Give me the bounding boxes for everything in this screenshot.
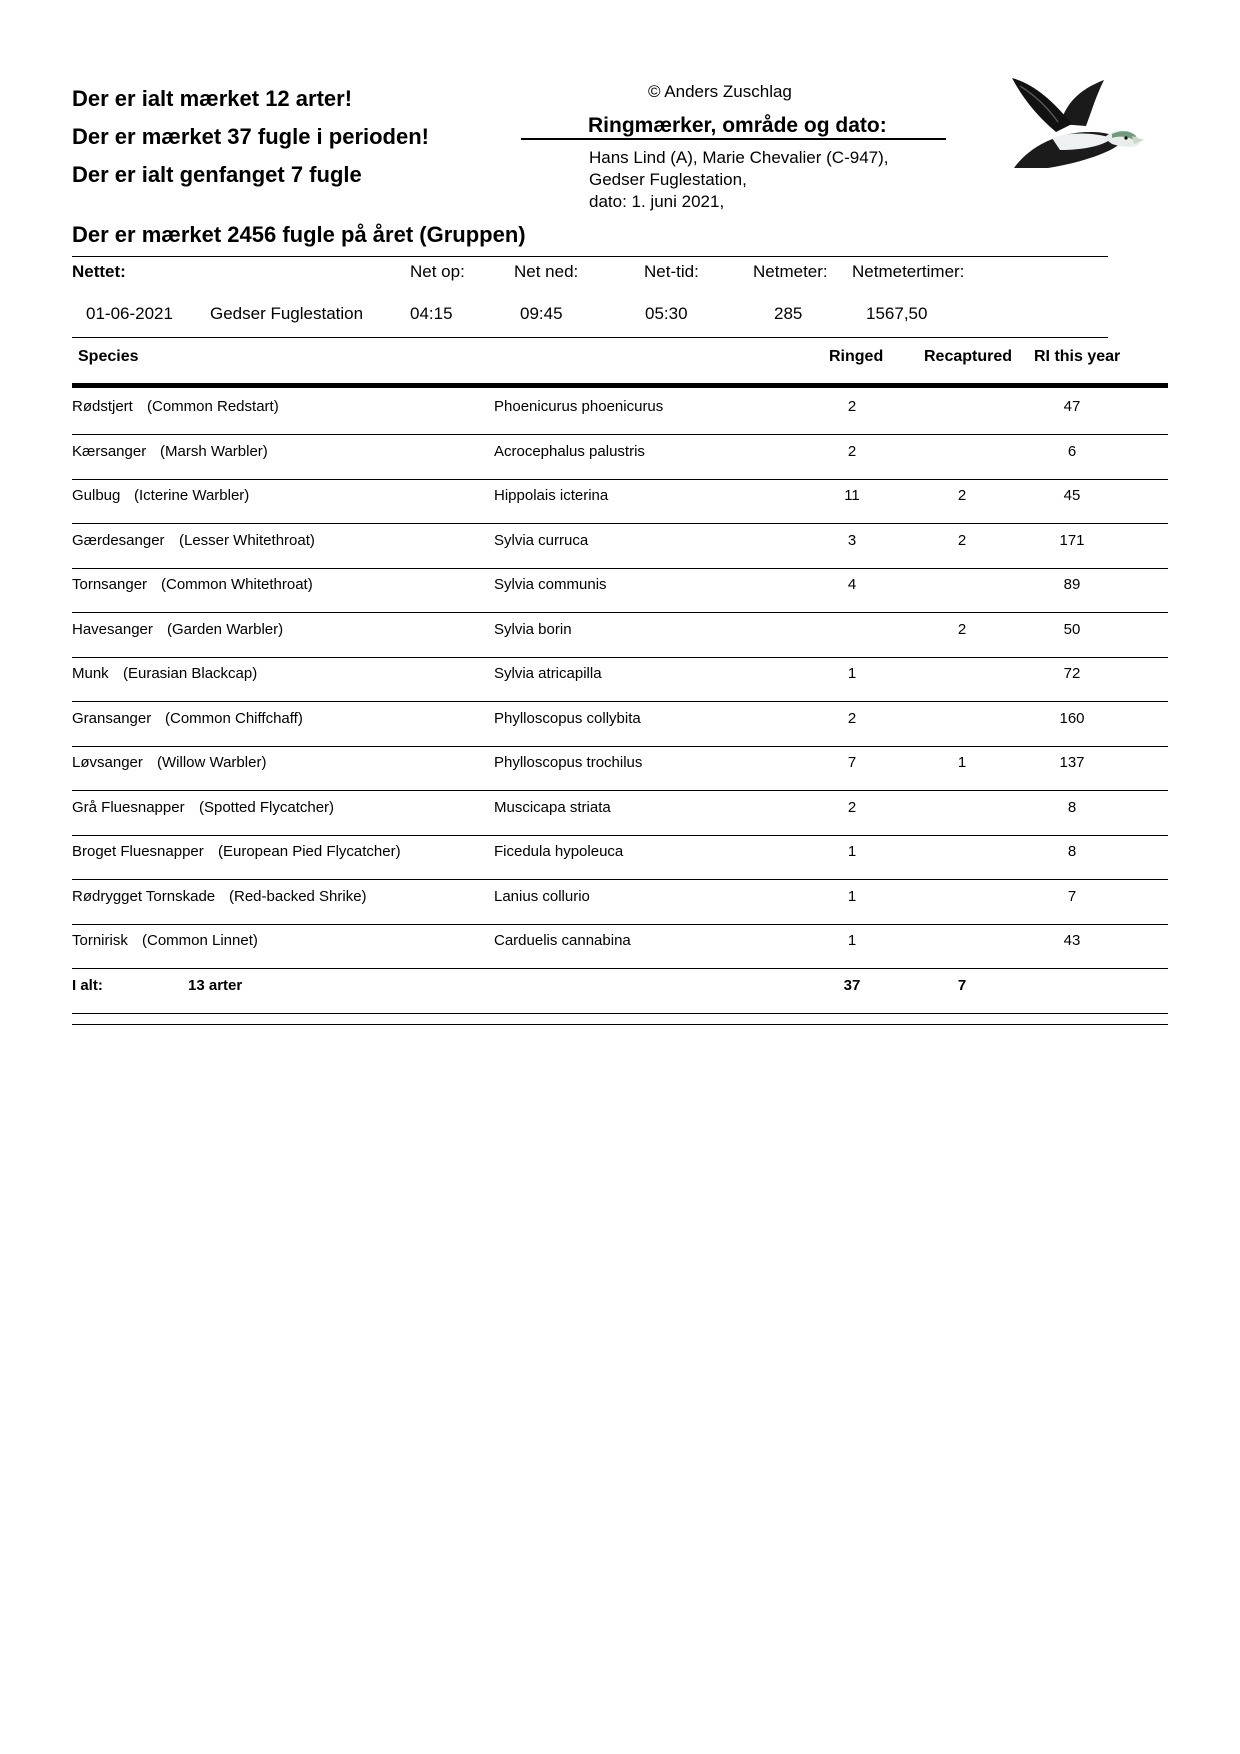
row-divider	[72, 657, 1168, 658]
net-up-header: Net op:	[410, 262, 465, 281]
total-ringed: 37	[843, 976, 861, 994]
ri-this-year-count: 8	[1067, 843, 1077, 860]
ringed-count: 1	[847, 932, 857, 949]
net-time-value: 05:30	[645, 304, 688, 323]
species-english-name: (European Pied Flycatcher)	[218, 843, 401, 860]
species-english-name: (Red-backed Shrike)	[229, 887, 367, 905]
species-latin-name: Phoenicurus phoenicurus	[494, 398, 664, 415]
row-divider	[72, 434, 1168, 435]
ri-this-year-count: 89	[1063, 576, 1081, 593]
species-danish-name: Rødstjert	[72, 398, 133, 415]
species-latin-name: Sylvia borin	[494, 620, 572, 638]
ringed-count: 7	[847, 754, 857, 771]
summary-birds-ringed: Der er mærket 37 fugle i perioden!	[72, 124, 429, 149]
ringed-count: 1	[847, 665, 857, 682]
net-hours-header: Netmetertimer:	[852, 262, 965, 281]
species-latin-name: Sylvia communis	[494, 576, 607, 593]
recaptured-count: 2	[957, 620, 967, 638]
ri-this-year-count: 43	[1063, 932, 1081, 949]
net-time-header: Net-tid:	[644, 262, 699, 281]
summary-year-total: Der er mærket 2456 fugle på året (Gruppen)	[72, 222, 526, 247]
ri-this-year-count: 160	[1059, 709, 1085, 727]
net-bottom-rule	[72, 337, 1108, 338]
row-divider	[72, 523, 1168, 524]
species-danish-name: Broget Fluesnapper	[72, 843, 204, 860]
ri-this-year-count: 72	[1063, 665, 1081, 682]
species-english-name: (Willow Warbler)	[157, 754, 267, 771]
net-top-rule	[72, 256, 1108, 257]
net-meters-header: Netmeter:	[753, 262, 828, 281]
total-rule-bottom	[72, 1024, 1168, 1025]
ringer-heading: Ringmærker, område og dato:	[588, 114, 887, 137]
ringer-heading-rule	[521, 138, 946, 140]
species-danish-name: Grå Fluesnapper	[72, 798, 185, 816]
ri-this-year-count: 45	[1063, 487, 1081, 504]
species-english-name: (Common Linnet)	[142, 932, 258, 949]
species-danish-name: Tornirisk	[72, 932, 128, 949]
species-latin-name: Acrocephalus palustris	[494, 442, 645, 460]
species-danish-name: Munk	[72, 665, 109, 682]
summary-species-count: Der er ialt mærket 12 arter!	[72, 86, 353, 111]
recaptured-column-header: Recaptured	[924, 348, 1013, 365]
species-danish-name: Gulbug	[72, 487, 121, 504]
row-divider	[72, 701, 1168, 702]
species-english-name: (Marsh Warbler)	[160, 442, 268, 460]
row-divider	[72, 568, 1168, 569]
net-down-header: Net ned:	[514, 262, 579, 281]
row-divider	[72, 612, 1168, 613]
ri-this-year-count: 137	[1059, 754, 1085, 771]
row-divider	[72, 879, 1168, 880]
species-danish-name: Gærdesanger	[72, 531, 165, 549]
ringed-count: 2	[847, 709, 857, 727]
species-english-name: (Spotted Flycatcher)	[199, 798, 335, 816]
species-danish-name: Tornsanger	[72, 576, 148, 593]
ringed-column-header: Ringed	[829, 348, 884, 365]
net-hours-value: 1567,50	[866, 304, 928, 323]
row-divider	[72, 746, 1168, 747]
species-english-name: (Common Whitethroat)	[161, 576, 313, 593]
species-latin-name: Hippolais icterina	[494, 487, 609, 504]
net-label: Nettet:	[72, 262, 126, 281]
species-english-name: (Eurasian Blackcap)	[123, 665, 258, 682]
ringed-count: 4	[847, 576, 857, 593]
ringed-count: 2	[847, 398, 857, 415]
species-english-name: (Common Redstart)	[147, 398, 279, 415]
ri-this-year-count: 6	[1067, 442, 1077, 460]
ri-this-year-count: 171	[1059, 531, 1085, 549]
species-latin-name: Phylloscopus trochilus	[494, 754, 643, 771]
species-latin-name: Muscicapa striata	[494, 798, 611, 816]
net-date: 01-06-2021	[86, 304, 173, 323]
species-danish-name: Rødrygget Tornskade	[72, 887, 216, 905]
species-danish-name: Gransanger	[72, 709, 152, 727]
species-latin-name: Sylvia atricapilla	[494, 665, 602, 682]
recaptured-count: 1	[957, 754, 967, 771]
total-recaptured: 7	[957, 976, 967, 994]
ringed-count: 11	[844, 487, 860, 504]
species-english-name: (Icterine Warbler)	[134, 487, 250, 504]
net-up-value: 04:15	[410, 304, 453, 323]
species-english-name: (Garden Warbler)	[167, 620, 284, 638]
ringer-names: Hans Lind (A), Marie Chevalier (C-947),	[589, 148, 889, 167]
row-divider	[72, 790, 1168, 791]
ri-this-year-count: 47	[1063, 398, 1081, 415]
ri-this-year-count: 8	[1067, 798, 1077, 816]
species-latin-name: Sylvia curruca	[494, 531, 589, 549]
species-latin-name: Lanius collurio	[494, 887, 590, 905]
summary-recaptured: Der er ialt genfanget 7 fugle	[72, 162, 362, 187]
ringed-count: 1	[847, 887, 857, 905]
species-latin-name: Carduelis cannabina	[494, 932, 631, 949]
species-latin-name: Phylloscopus collybita	[494, 709, 641, 727]
ringed-count: 3	[847, 531, 857, 549]
ringed-count: 1	[847, 843, 857, 860]
species-danish-name: Løvsanger	[72, 754, 143, 771]
row-divider	[72, 479, 1168, 480]
ri-this-year-count: 7	[1067, 887, 1077, 905]
table-header-rule	[72, 383, 1168, 388]
ringer-date: dato: 1. juni 2021,	[589, 192, 725, 211]
species-latin-name: Ficedula hypoleuca	[494, 843, 624, 860]
net-meters-value: 285	[774, 304, 803, 323]
total-rule-top	[72, 1013, 1168, 1014]
total-label: I alt:	[72, 976, 103, 994]
total-species-count: 13 arter	[188, 976, 243, 994]
row-divider	[72, 835, 1168, 836]
species-english-name: (Common Chiffchaff)	[165, 709, 303, 727]
eider-duck-icon	[1008, 76, 1144, 176]
ringed-count: 2	[847, 442, 857, 460]
recaptured-count: 2	[957, 531, 967, 549]
ringer-station: Gedser Fuglestation,	[589, 170, 747, 189]
ringed-count: 2	[847, 798, 857, 816]
species-english-name: (Lesser Whitethroat)	[179, 531, 315, 549]
ri-column-header: RI this year	[1034, 348, 1121, 365]
recaptured-count: 2	[957, 487, 967, 504]
species-column-header: Species	[78, 348, 139, 365]
row-divider	[72, 924, 1168, 925]
net-down-value: 09:45	[520, 304, 563, 323]
species-danish-name: Kærsanger	[72, 442, 147, 460]
species-danish-name: Havesanger	[72, 620, 153, 638]
ri-this-year-count: 50	[1063, 620, 1081, 638]
row-divider	[72, 968, 1168, 969]
copyright-text: © Anders Zuschlag	[648, 82, 792, 101]
net-location: Gedser Fuglestation	[210, 304, 364, 323]
